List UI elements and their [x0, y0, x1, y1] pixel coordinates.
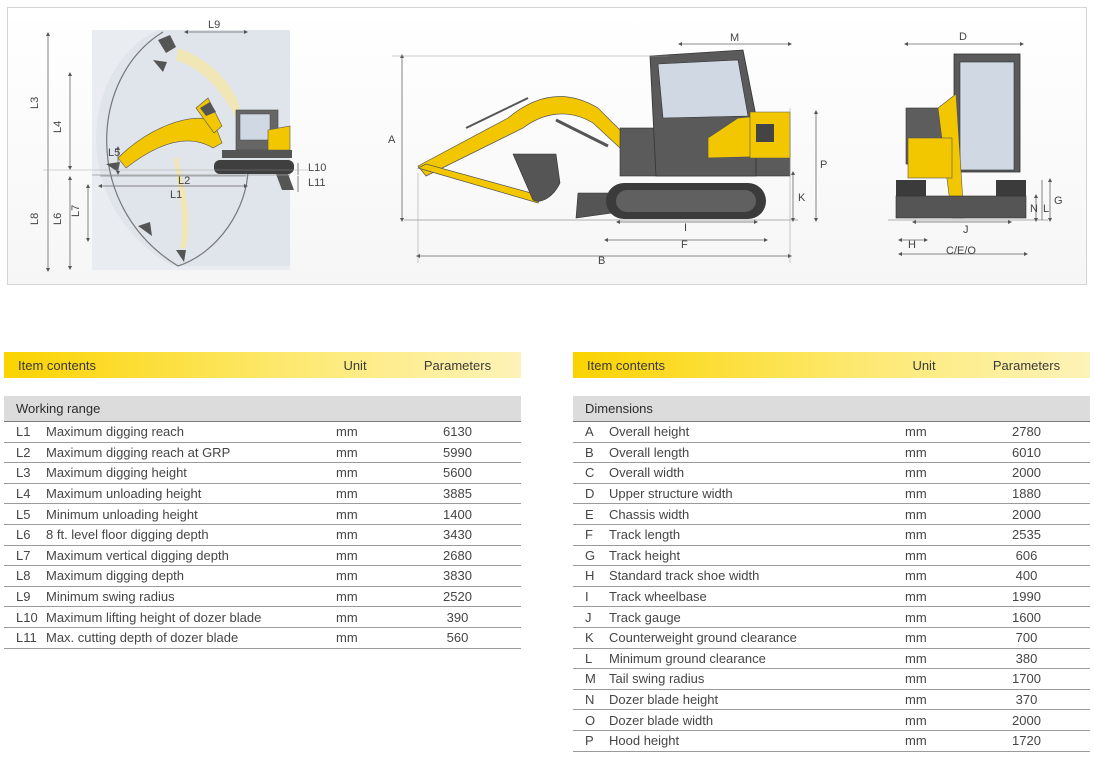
row-unit: mm [336, 630, 358, 646]
row-value: 380 [1015, 650, 1038, 666]
label-L3: L3 [29, 96, 41, 109]
row-value: 700 [1015, 630, 1038, 646]
row-value: 5600 [443, 465, 472, 481]
table-row [4, 566, 521, 587]
row-name: Standard track shoe width [609, 568, 760, 584]
row-name: Maximum unloading height [46, 486, 202, 502]
row-code: D [585, 486, 595, 502]
row-name: 8 ft. level floor digging depth [46, 527, 209, 543]
row-code: L10 [16, 609, 38, 625]
table-row [4, 628, 521, 649]
row-value: 1600 [1012, 609, 1041, 625]
row-value: 2000 [1012, 465, 1041, 481]
row-unit: mm [336, 589, 358, 605]
row-value: 1990 [1012, 589, 1041, 605]
row-unit: mm [336, 465, 358, 481]
row-unit: mm [336, 486, 358, 502]
row-unit: mm [905, 424, 927, 440]
label-J: J [963, 224, 969, 236]
row-code: M [585, 671, 596, 687]
row-unit: mm [905, 527, 927, 543]
row-name: Minimum swing radius [46, 589, 175, 605]
row-code: L1 [16, 424, 31, 440]
row-code: L7 [16, 547, 31, 563]
row-name: Track height [609, 547, 681, 563]
row-value: 2000 [1012, 506, 1041, 522]
row-unit: mm [905, 692, 927, 708]
row-unit: mm [905, 712, 927, 728]
row-value: 3430 [443, 527, 472, 543]
row-unit: mm [905, 609, 927, 625]
row-unit: mm [905, 486, 927, 502]
working-range-table [4, 352, 521, 649]
excavator-diagrams [8, 8, 1088, 286]
row-code: K [585, 630, 594, 646]
label-L2: L2 [178, 175, 191, 187]
label-L8: L8 [29, 212, 41, 225]
row-name: Counterweight ground clearance [609, 630, 797, 646]
label-L11: L11 [308, 177, 326, 189]
row-value: 3830 [443, 568, 472, 584]
dimension-figure [7, 7, 1087, 285]
side-view-diagram [388, 32, 827, 267]
table-row [4, 443, 521, 464]
table-row [573, 443, 1090, 464]
row-code: O [585, 712, 596, 728]
row-code: L11 [16, 630, 37, 646]
row-unit: mm [905, 547, 927, 563]
label-L6: L6 [52, 212, 64, 225]
row-code: C [585, 465, 595, 481]
header-item: Item contents [587, 357, 666, 373]
label-L10: L10 [308, 162, 327, 174]
row-value: 2780 [1012, 424, 1041, 440]
row-name: Chassis width [609, 506, 690, 522]
working-range-diagram [29, 19, 326, 270]
row-unit: mm [336, 568, 358, 584]
label-L: L [1043, 203, 1050, 215]
row-unit: mm [336, 527, 358, 543]
row-value: 6010 [1012, 444, 1041, 460]
row-name: Maximum digging height [46, 465, 187, 481]
table-row [4, 463, 521, 484]
table-row [573, 525, 1090, 546]
table-row [573, 422, 1090, 443]
header-param: Parameters [992, 357, 1061, 373]
row-name: Overall width [609, 465, 685, 481]
table-row [573, 546, 1090, 567]
row-value: 1700 [1012, 671, 1041, 687]
row-code: L6 [16, 527, 31, 543]
row-name: Overall height [609, 424, 690, 440]
row-code: L2 [16, 444, 31, 460]
row-value: 1720 [1012, 733, 1041, 749]
row-code: E [585, 506, 594, 522]
table-row [573, 731, 1090, 752]
label-L9: L9 [208, 19, 221, 31]
label-L5: L5 [108, 147, 121, 159]
header-unit: Unit [912, 357, 936, 373]
table-row [4, 484, 521, 505]
table-row [573, 607, 1090, 628]
table-row [573, 690, 1090, 711]
label-B: B [598, 255, 606, 267]
row-code: L8 [16, 568, 31, 584]
label-L1: L1 [170, 189, 183, 201]
label-H: H [908, 239, 916, 251]
table-row [4, 525, 521, 546]
table-row [4, 587, 521, 608]
row-value: 3885 [443, 486, 472, 502]
row-code: L [585, 650, 593, 666]
label-D: D [959, 31, 967, 43]
label-I: I [684, 222, 688, 234]
row-code: N [585, 692, 595, 708]
table-row [573, 463, 1090, 484]
label-N: N [1030, 203, 1038, 215]
label-P: P [820, 159, 828, 171]
row-value: 5990 [443, 444, 472, 460]
table-row [573, 484, 1090, 505]
row-name: Maximum vertical digging depth [46, 547, 229, 563]
row-code: L9 [16, 589, 31, 605]
row-value: 370 [1015, 692, 1038, 708]
label-M: M [730, 32, 740, 44]
row-name: Minimum ground clearance [609, 650, 766, 666]
row-unit: mm [905, 568, 927, 584]
row-name: Hood height [609, 733, 680, 749]
row-code: A [585, 424, 594, 440]
row-name: Overall length [609, 444, 690, 460]
row-code: B [585, 444, 594, 460]
row-value: 560 [446, 630, 469, 646]
table-row [4, 607, 521, 628]
row-unit: mm [336, 506, 358, 522]
row-name: Dozer blade height [609, 692, 719, 708]
row-unit: mm [905, 650, 927, 666]
row-unit: mm [905, 506, 927, 522]
row-name: Dozer blade width [609, 712, 714, 728]
row-unit: mm [905, 733, 927, 749]
row-value: 1880 [1012, 486, 1041, 502]
row-name: Upper structure width [609, 486, 733, 502]
label-L7: L7 [70, 204, 82, 217]
row-value: 2000 [1012, 712, 1041, 728]
row-name: Track length [609, 527, 681, 543]
label-G: G [1054, 195, 1063, 207]
row-code: L3 [16, 465, 31, 481]
row-name: Minimum unloading height [46, 506, 198, 522]
row-value: 606 [1015, 547, 1038, 563]
table-row [573, 649, 1090, 670]
row-code: I [585, 589, 589, 605]
row-unit: mm [336, 609, 358, 625]
row-value: 390 [446, 609, 469, 625]
row-value: 2520 [443, 589, 472, 605]
table-header [4, 352, 521, 378]
table-header [573, 352, 1090, 378]
row-name: Track wheelbase [609, 589, 707, 605]
section-title: Dimensions [573, 396, 1090, 422]
table-row [573, 669, 1090, 690]
table-row [573, 587, 1090, 608]
row-value: 1400 [443, 506, 472, 522]
table-row [573, 504, 1090, 525]
row-code: F [585, 527, 593, 543]
label-F: F [681, 239, 688, 251]
row-unit: mm [336, 444, 358, 460]
label-L4: L4 [52, 120, 64, 133]
row-name: Maximum lifting height of dozer blade [46, 609, 262, 625]
row-code: P [585, 733, 594, 749]
table-row [573, 710, 1090, 731]
row-unit: mm [905, 444, 927, 460]
row-name: Max. cutting depth of dozer blade [46, 630, 239, 646]
dimensions-table [573, 352, 1090, 752]
label-C-E-O: C/E/O [946, 245, 976, 257]
row-name: Track gauge [609, 609, 681, 625]
header-unit: Unit [343, 357, 367, 373]
label-A: A [388, 134, 396, 146]
front-view-diagram [888, 31, 1063, 257]
row-unit: mm [336, 547, 358, 563]
row-code: L4 [16, 486, 31, 502]
section-title: Working range [4, 396, 521, 422]
row-value: 2535 [1012, 527, 1041, 543]
row-unit: mm [905, 465, 927, 481]
table-row [573, 566, 1090, 587]
row-code: L5 [16, 506, 31, 522]
header-item: Item contents [18, 357, 97, 373]
row-name: Maximum digging depth [46, 568, 185, 584]
row-unit: mm [905, 589, 927, 605]
row-unit: mm [905, 630, 927, 646]
header-param: Parameters [423, 357, 492, 373]
row-unit: mm [336, 424, 358, 440]
table-row [573, 628, 1090, 649]
row-code: H [585, 568, 595, 584]
row-value: 2680 [443, 547, 472, 563]
table-row [4, 546, 521, 567]
row-name: Maximum digging reach [46, 424, 185, 440]
row-value: 400 [1015, 568, 1038, 584]
row-name: Tail swing radius [609, 671, 705, 687]
table-row [4, 504, 521, 525]
row-value: 6130 [443, 424, 472, 440]
row-code: J [585, 609, 592, 625]
row-name: Maximum digging reach at GRP [46, 444, 231, 460]
row-unit: mm [905, 671, 927, 687]
table-row [4, 422, 521, 443]
label-K: K [798, 192, 806, 204]
row-code: G [585, 547, 596, 563]
